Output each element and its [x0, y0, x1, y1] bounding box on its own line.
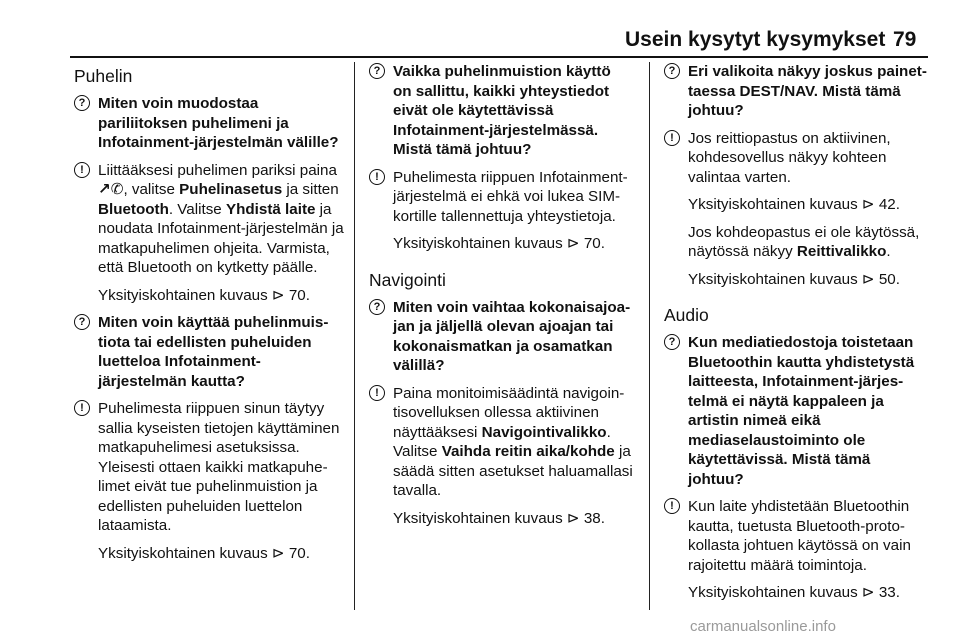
answer-3 — [369, 168, 633, 227]
menu-term: Puhelinasetus — [179, 181, 283, 198]
answer-text: Liittääksesi puhelimen pariksi paina — [98, 161, 337, 179]
column-divider — [649, 62, 650, 610]
phone-button-icon: ↗︎✆ — [98, 181, 124, 198]
answer-text: Puhelimesta riippuen sinun täytyy sallia kyseisten tietojen käyttäminen matkapuhelimesi asetuksissa. Yleisesti ottaen kaikki matkapuhelimet eivät tue puhelinmuistion ja edellisten puheluiden luettelon lataamista. — [98, 400, 340, 534]
menu-term: Navigointivalikko — [481, 423, 607, 441]
answer-5 — [664, 129, 930, 188]
answer-text: Paina monitoimisäädintä navigointisovelluksen ollessa aktiivinen näyttääksesi — [393, 384, 625, 441]
page-header — [0, 0, 960, 58]
answer-text: Kun laite yhdistetään Bluetoothin kautta, tuetusta Bluetooth-protokollasta johtuen käytössä on vain rajoitettu määrä toimintoja. — [688, 498, 911, 574]
info-icon: ! — [664, 130, 680, 146]
header-rule — [70, 56, 928, 58]
column-1 — [74, 62, 344, 571]
header-title: Usein kysytyt kysymykset — [625, 28, 886, 51]
question-text: Eri valikoita näkyy joskus painettaessa DEST/NAV. Mistä tämä johtuu? — [688, 63, 927, 119]
reference-6: Yksityiskohtainen kuvaus ⊳ 50. — [688, 270, 900, 288]
reference-5: Yksityiskohtainen kuvaus ⊳ 42. — [688, 196, 900, 213]
answer-1 — [74, 161, 344, 278]
reference-3: Yksityiskohtainen kuvaus ⊳ 70. — [393, 235, 605, 252]
reference-1: Yksityiskohtainen kuvaus ⊳ 70. — [98, 286, 310, 304]
menu-term: Reittivalikko — [796, 243, 887, 260]
reference-7: Yksityiskohtainen kuvaus ⊳ 33. — [688, 584, 900, 601]
question-6 — [664, 333, 930, 489]
menu-term: Vaihda reitin aika/kohde — [441, 443, 615, 460]
page-number: 79 — [893, 28, 917, 51]
question-icon: ? — [664, 63, 680, 79]
question-icon: ? — [74, 314, 90, 330]
info-icon: ! — [74, 162, 90, 178]
answer-text: Puhelimesta riippuen Infotainment-järjestelmä ei ehkä voi lukea SIM-kortille tallennettuja yhteystietoja. — [393, 168, 628, 225]
question-1 — [74, 94, 344, 153]
answer-text: . Valitse — [168, 200, 226, 218]
section-title-puhelin: Puhelin — [74, 66, 133, 86]
question-icon: ? — [664, 334, 680, 350]
question-text: Miten voin käyttää puhelinmuistiota tai edellisten puheluiden luetteloa Infotainment-järjestelmän kautta? — [98, 314, 329, 390]
section-title-audio: Audio — [664, 305, 709, 325]
info-icon: ! — [74, 400, 90, 416]
answer-text: Jos reittiopastus on aktiivinen, kohdesovellus näkyy kohteen valintaa varten. — [688, 129, 891, 186]
question-text: Miten voin muodostaa pariliitoksen puhelimeni ja Infotainment-järjestelmän välille? — [98, 95, 339, 151]
answer-2 — [74, 399, 344, 536]
question-icon: ? — [369, 63, 385, 79]
answer-text: . — [886, 243, 891, 260]
reference-2: Yksityiskohtainen kuvaus ⊳ 70. — [98, 544, 310, 562]
column-divider — [354, 62, 355, 610]
answer-text: ja sitten — [282, 181, 339, 198]
menu-term: Bluetooth — [98, 200, 169, 218]
answer-text: ja noudata Infotainment-järjestelmän ja matkapuhelimen ohjeita. Varmista, että Bluetooth on kytketty päälle. — [98, 200, 344, 276]
question-icon: ? — [74, 95, 90, 111]
watermark: carmanualsonline.info — [690, 618, 836, 635]
question-4 — [369, 298, 633, 376]
answer-6 — [664, 497, 930, 575]
question-text: Vaikka puhelinmuistion käyttö on sallittu, kaikki yhteystiedot eivät ole käytettävissä Infotainment-järjestelmässä. Mistä tämä johtuu? — [393, 63, 611, 158]
question-2 — [74, 313, 344, 391]
info-icon: ! — [369, 169, 385, 185]
answer-5-paragraph — [688, 223, 930, 262]
info-icon: ! — [369, 385, 385, 401]
reference-4: Yksityiskohtainen kuvaus ⊳ 38. — [393, 509, 605, 527]
menu-term: Yhdistä laite — [225, 200, 316, 218]
question-5 — [664, 62, 930, 121]
info-icon: ! — [664, 498, 680, 514]
question-3 — [369, 62, 633, 160]
section-title-navigointi: Navigointi — [369, 269, 446, 290]
answer-text: , valitse — [123, 181, 180, 198]
column-3 — [664, 62, 930, 611]
question-text: Kun mediatiedostoja toistetaan Bluetoothin kautta yhdistetystä laitteesta, Infotainment-järjestelmä ei näytä kappaleen ja artistin nimeä eikä mediaselaustoiminto ole käytettävissä. Mistä tämä johtuu? — [688, 334, 915, 488]
question-icon: ? — [369, 299, 385, 315]
answer-text: Jos kohdeopastus ei ole käytössä, näytössä näkyy — [688, 223, 920, 260]
answer-text: ja säädä sitten asetukset haluamallasi tavalla. — [393, 443, 633, 499]
question-text: Miten voin vaihtaa kokonaisajoajan ja jäljellä olevan ajoajan tai kokonaismatkan ja osamatkan välillä? — [393, 298, 631, 374]
answer-4 — [369, 384, 633, 501]
column-2 — [369, 62, 633, 536]
answer-text: . Valitse — [393, 423, 611, 460]
